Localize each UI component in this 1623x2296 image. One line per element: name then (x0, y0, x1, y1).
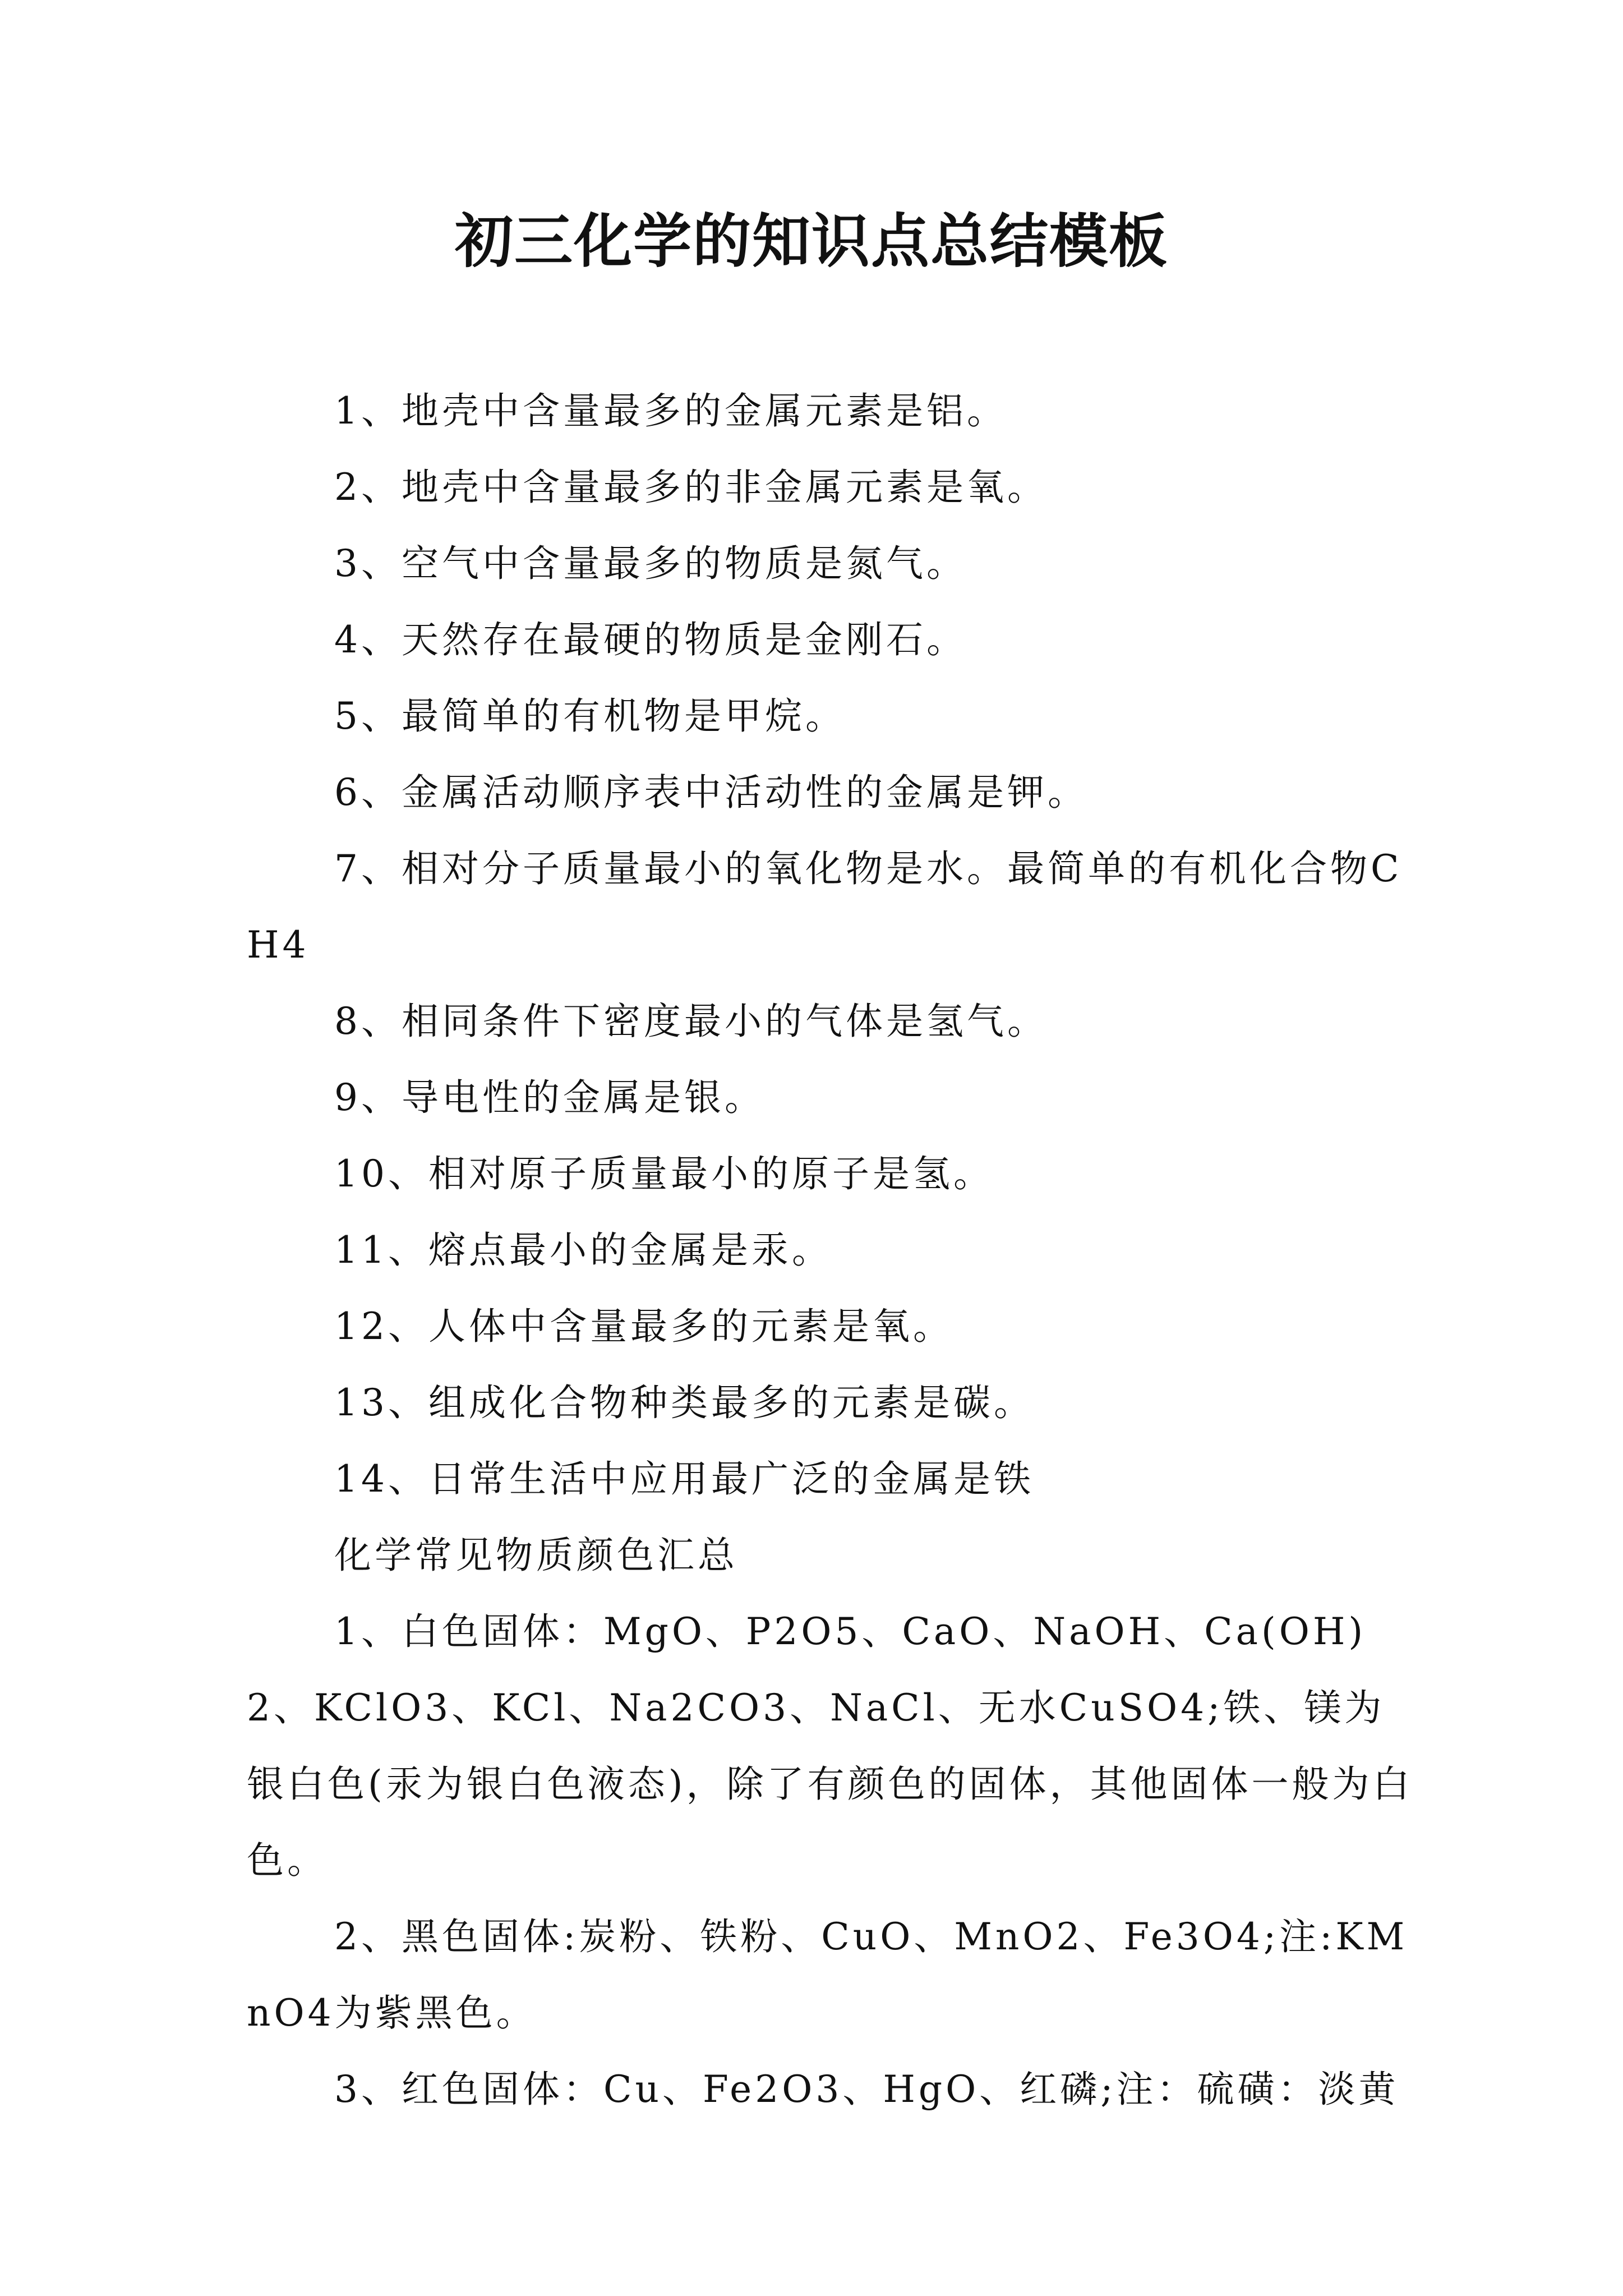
paragraph-fact-1: 1、地壳中含量最多的金属元素是铝。 (334, 389, 1007, 432)
paragraph-fact-9: 9、导电性的金属是银。 (334, 1076, 765, 1119)
section-heading-colors: 化学常见物质颜色汇总 (334, 1534, 738, 1577)
paragraph-fact-3: 3、空气中含量最多的物质是氮气。 (334, 542, 967, 585)
document-body (247, 373, 1419, 2128)
paragraph-fact-4: 4、天然存在最硬的物质是金刚石。 (334, 618, 967, 661)
paragraph-red-solids: 3、红色固体：Cu、Fe2O3、HgO、红磷;注：硫磺：淡黄 (334, 2068, 1399, 2111)
paragraph-fact-12: 12、人体中含量最多的元素是氧。 (334, 1305, 953, 1348)
paragraph-fact-2: 2、地壳中含量最多的非金属元素是氧。 (334, 466, 1048, 509)
paragraph-fact-10: 10、相对原子质量最小的原子是氢。 (334, 1152, 994, 1195)
paragraph-fact-5: 5、最简单的有机物是甲烷。 (334, 694, 846, 738)
paragraph-white-solids: 1、白色固体：MgO、P2O5、CaO、NaOH、Ca(OH)2、KClO3、KCl、Na2CO3、NaCl、无水CuSO4;铁、镁为银白色(汞为银白色液态)，除了有颜色的固体，其他固体一般为白色。 (247, 1610, 1413, 1882)
paragraph-fact-13: 13、组成化合物种类最多的元素是碳。 (334, 1381, 1034, 1424)
document-title: 初三化学的知识点总结模板 (454, 207, 1168, 275)
paragraph-fact-6: 6、金属活动顺序表中活动性的金属是钾。 (334, 771, 1088, 814)
paragraph-fact-14: 14、日常生活中应用最广泛的金属是铁 (334, 1457, 1034, 1501)
paragraph-fact-7: 7、相对分子质量最小的氧化物是水。最简单的有机化合物CH4 (247, 847, 1403, 967)
paragraph-fact-8: 8、相同条件下密度最小的气体是氢气。 (334, 1000, 1048, 1043)
paragraph-black-solids: 2、黑色固体:炭粉、铁粉、CuO、MnO2、Fe3O4;注:KMnO4为紫黑色。 (247, 1915, 1408, 2035)
paragraph-fact-11: 11、熔点最小的金属是汞。 (334, 1228, 832, 1272)
